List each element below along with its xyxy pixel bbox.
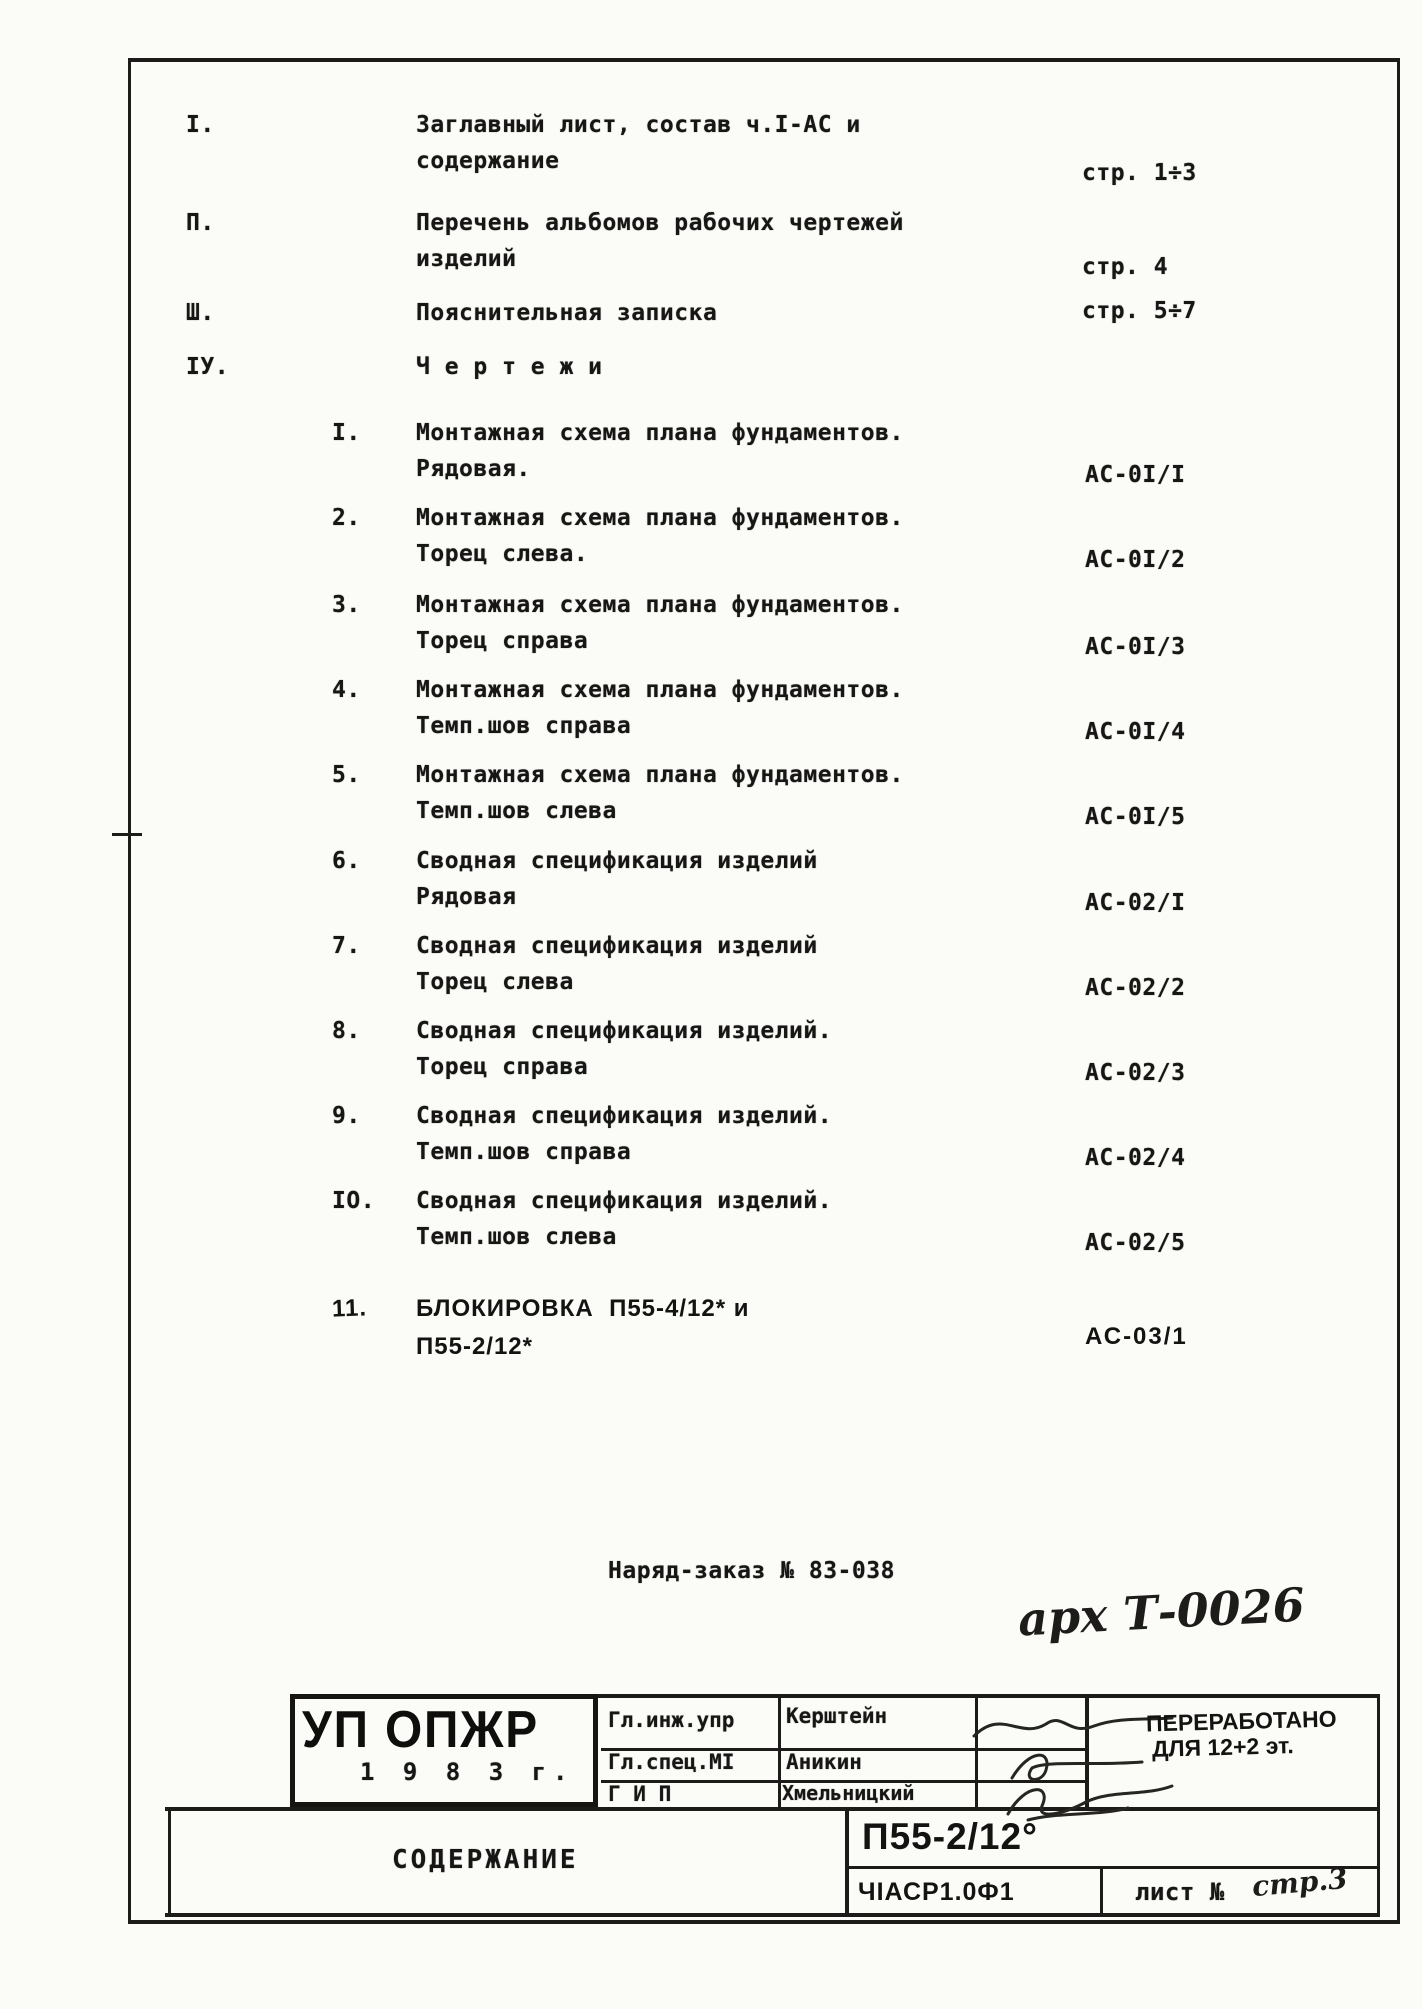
order-note: Наряд-заказ № 83-038	[608, 1558, 895, 1584]
item-line2: Торец слева	[416, 969, 574, 995]
section-numeral: IУ.	[186, 354, 230, 380]
item-code: АС-0I/4	[1085, 719, 1186, 745]
item-code: АС-02/2	[1085, 975, 1186, 1001]
rework-stamp-line1: ПЕРЕРАБОТАНО	[1145, 1705, 1337, 1737]
item-line1: Монтажная схема плана фундаментов.	[416, 420, 904, 446]
item-code: АС-0I/2	[1085, 547, 1186, 573]
tb-mid-line	[165, 1807, 1380, 1811]
org-stamp-year: 1 9 8 3 г.	[360, 1758, 575, 1786]
item-number: 5.	[332, 762, 361, 788]
tb-vline	[845, 1807, 849, 1916]
item-number: 3.	[332, 592, 361, 618]
item-line1: Монтажная схема плана фундаментов.	[416, 762, 904, 788]
item-number: 6.	[332, 848, 361, 874]
section-page-ref: стр. 4	[1082, 254, 1169, 280]
item-code: АС-02/5	[1085, 1230, 1186, 1256]
item-line2: Торец справа	[416, 1054, 589, 1080]
item-number: IO.	[332, 1188, 376, 1214]
item-code: АС-02/4	[1085, 1145, 1186, 1171]
archive-note-handwriting: арх Т-0026	[1016, 1577, 1306, 1647]
item-line1: Сводная спецификация изделий.	[416, 1188, 833, 1214]
item-line1: БЛОКИРОВКА П55-4/12* и	[416, 1295, 750, 1322]
document-code: ЧIАСР1.0Ф1	[858, 1878, 1015, 1906]
tb-bottom-line	[165, 1913, 1380, 1917]
section-line1: Пояснительная записка	[416, 300, 718, 326]
item-line2: Торец справа	[416, 628, 589, 654]
page-frame	[128, 58, 1400, 1924]
name-anikin: Аникин	[786, 1750, 862, 1774]
item-line1: Сводная спецификация изделий.	[416, 1103, 833, 1129]
section-page-ref: стр. 1÷3	[1082, 160, 1197, 186]
section-numeral: Ш.	[186, 300, 215, 326]
item-line2: Темп.шов слева	[416, 798, 617, 824]
role-label-gip: Г И П	[608, 1782, 672, 1806]
rework-stamp-line2: ДЛЯ 12+2 эт.	[1151, 1732, 1294, 1762]
item-line2: Рядовая.	[416, 456, 531, 482]
item-code: АС-0I/5	[1085, 804, 1186, 830]
item-line1: Монтажная схема плана фундаментов.	[416, 592, 904, 618]
item-number: 9.	[332, 1103, 361, 1129]
item-line2: Темп.шов слева	[416, 1224, 617, 1250]
section-line2: изделий	[416, 246, 517, 272]
item-line1: Сводная спецификация изделий	[416, 848, 818, 874]
name-khmelnitsky: Хмельницкий	[782, 1781, 915, 1805]
role-label-chief-specialist: Гл.спец.МI	[608, 1750, 735, 1774]
item-code: АС-03/1	[1085, 1323, 1188, 1350]
section-numeral: I.	[186, 112, 215, 138]
section-line1: Перечень альбомов рабочих чертежей	[416, 210, 904, 236]
section-line1: Ч е р т е ж и	[416, 354, 603, 380]
sheet-number-handwriting: стр.3	[1250, 1861, 1349, 1904]
section-line1: Заглавный лист, состав ч.I-АС и	[416, 112, 861, 138]
item-line2: Торец слева.	[416, 541, 589, 567]
document-title: СОДЕРЖАНИЕ	[392, 1845, 579, 1875]
item-line1: Монтажная схема плана фундаментов.	[416, 677, 904, 703]
sheet-label: лист №	[1135, 1878, 1225, 1906]
org-stamp-text: УП ОПЖР	[302, 1701, 540, 1759]
section-line2: содержание	[416, 148, 560, 174]
item-line2: Темп.шов справа	[416, 1139, 632, 1165]
item-number: 8.	[332, 1018, 361, 1044]
role-label-chief-engineer: Гл.инж.упр	[608, 1708, 735, 1732]
item-line1: Сводная спецификация изделий.	[416, 1018, 833, 1044]
item-number: 7.	[332, 933, 361, 959]
margin-tick	[112, 833, 142, 836]
item-number: 11.	[331, 1294, 368, 1323]
item-code: АС-0I/3	[1085, 634, 1186, 660]
item-line1: Сводная спецификация изделий	[416, 933, 818, 959]
item-code: АС-0I/I	[1085, 462, 1186, 488]
name-kershtein: Керштейн	[786, 1704, 888, 1728]
tb-left-edge	[168, 1807, 171, 1916]
section-numeral: П.	[186, 210, 215, 236]
item-number: I.	[332, 420, 361, 446]
series-code: П55-2/12°	[862, 1816, 1038, 1857]
item-line1: Монтажная схема плана фундаментов.	[416, 505, 904, 531]
section-page-ref: стр. 5÷7	[1082, 298, 1197, 324]
item-code: АС-02/3	[1085, 1060, 1186, 1086]
item-line2: П55-2/12*	[416, 1333, 533, 1360]
item-line2: Рядовая	[416, 884, 517, 910]
tb-right-edge	[1377, 1694, 1380, 1916]
item-number: 4.	[332, 677, 361, 703]
item-code: АС-02/I	[1085, 890, 1186, 916]
item-line2: Темп.шов справа	[416, 713, 632, 739]
tb-vline	[1100, 1866, 1103, 1916]
item-number: 2.	[332, 505, 361, 531]
